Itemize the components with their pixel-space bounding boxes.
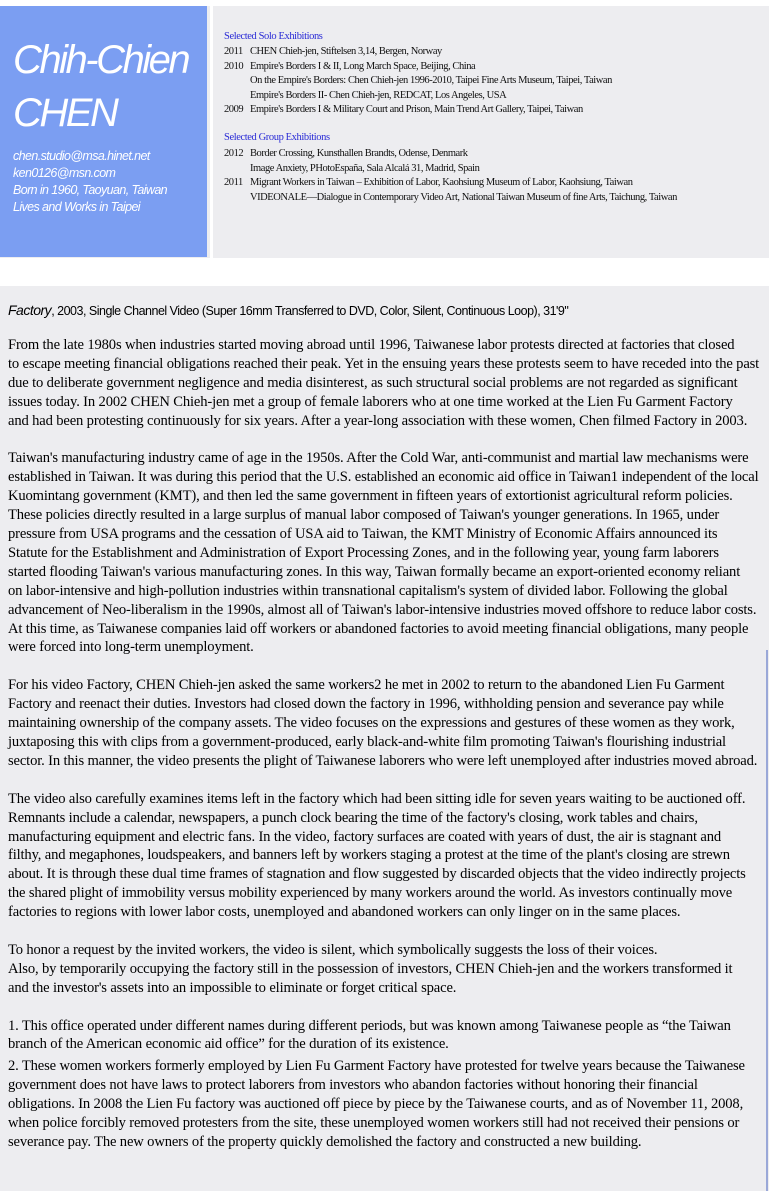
right-divider (766, 650, 768, 1191)
group-row (224, 147, 677, 162)
solo-row (224, 103, 612, 118)
year: 2010 (224, 60, 244, 72)
paragraph: To honor a request by the invited workers, the video is silent, which symbolically suggests the loss of their voices. Also, by temporarily occupying the factory still in the possession of investors, CHEN Chieh-jen and the workers transformed it and the investor's assets into an impossible to eliminate or forget critical space. (8, 941, 733, 996)
exhibition: Empire's Borders II- Chen Chieh-jen, REDCAT, Los Angeles, USA (250, 89, 507, 101)
year (224, 89, 250, 104)
residence-info: Lives and Works in Taipei (13, 200, 140, 214)
group-exhibitions-list (224, 147, 677, 205)
exhibition: CHEN Chieh-jen, Stiftelsen 3,14, Bergen, Norway (250, 46, 442, 57)
footnote-2: 2. These women workers formerly employed by Lien Fu Garment Factory have protested for twelve years because the Taiwanese government does not have laws to protect laborers from investors who abandon factories without honoring their financial obligations. In 2008 the Lien Fu factory was auctioned off piece by piece by the Taiwanese courts, and as of November 11, 2008, when police forcibly removed protesters from the site, these unemployed women workers still had not received their pensions or severance pay. The new owners of the property quickly demolished the factory and constructed a new building. (8, 1058, 745, 1150)
artist-last-name: CHEN (13, 91, 117, 135)
work-name: Factory (8, 302, 52, 318)
essay-body (8, 336, 766, 1155)
birth-info: Born in 1960, Taoyuan, Taiwan (13, 183, 168, 197)
group-row (224, 176, 677, 191)
email-link-2[interactable]: ken0126@msn.com (13, 166, 116, 180)
year (224, 191, 250, 206)
exhibition: On the Empire's Borders: Chen Chieh-jen 1996-2010, Taipei Fine Arts Museum, Taipei, Taiwan (250, 75, 612, 86)
paragraph: For his video Factory, CHEN Chieh-jen asked the same workers2 he met in 2002 to return to the abandoned Lien Fu Garment Factory and reenact their duties. Investors had closed down the factory in 1996, withholding pension and severance pay while maintaining ownership of the company assets. The video focuses on the expressions and gestures of these women as they work, juxtaposing this with clips from a government-produced, early black-and-white film promoting Taiwan's flourishing industrial sector. In this manner, the video presents the plight of Taiwanese laborers who were left unemployed after industries moved abroad. (8, 677, 758, 769)
exhibition: Image Anxiety, PHotoEspaña, Sala Alcalá 31, Madrid, Spain (250, 162, 480, 174)
year: 2011 (224, 46, 243, 57)
year (224, 162, 250, 177)
year: 2011 (224, 177, 243, 188)
exhibition: VIDEONALE—Dialogue in Contemporary Video Art, National Taiwan Museum of fine Arts, Taichung, Taiwan (250, 191, 677, 203)
exhibition: Empire's Borders I & Military Court and Prison, Main Trend Art Gallery, Taipei, Taiwan (250, 104, 583, 115)
year: 2009 (224, 104, 244, 115)
paragraph: The video also carefully examines items left in the factory which had been sitting idle for seven years waiting to be auctioned off. Remnants include a calendar, newspapers, a punch clock bearing the time of the factory's closing, work tables and chairs, manufacturing equipment and electric fans. In the video, factory surfaces are coated with years of dust, the air is stagnant and filthy, and megaphones, loudspeakers, and banners left by workers staging a protest at the time of the plant's closing are strewn about. It is through these dual time frames of stagnation and flow suggested by discarded objects that the video indirectly projects the shared plight of immobility versus mobility experienced by many workers around the world. As investors continually move factories to regions with lower labor costs, unemployed and abandoned workers can only linger on in the same places. (8, 790, 746, 921)
exhibition: Empire's Borders I & II, Long March Space, Beijing, China (250, 60, 476, 72)
artist-name-panel (0, 6, 207, 257)
solo-row (224, 89, 612, 104)
solo-row (224, 74, 612, 89)
solo-row (224, 60, 612, 75)
solo-exhibitions-heading: Selected Solo Exhibitions (224, 31, 323, 42)
solo-exhibitions-list (224, 45, 612, 118)
footnote-1: 1. This office operated under different names during different periods, but was known among Taiwanese people as “the Taiwan branch of the American economic aid office” for the duration of its existence. (8, 1017, 731, 1053)
email-link-1[interactable]: chen.studio@msa.hinet.net (13, 149, 150, 163)
year (224, 74, 250, 89)
work-details: , 2003, Single Channel Video (Super 16mm Transferred to DVD, Color, Silent, Continuous Loop), 31'9" (51, 304, 569, 318)
year: 2012 (224, 148, 244, 159)
exhibitions-panel (210, 6, 769, 258)
paragraph: Taiwan's manufacturing industry came of age in the 1950s. After the Cold War, anti-communist and martial law mechanisms were established in Taiwan. It was during this period that the U.S. established an economic aid office in Taiwan1 independent of the local Kuomintang government (KMT), and then led the same government in fifteen years of extortionist agricultural reform policies. These policies directly resulted in a large surplus of manual labor composed of Taiwan's younger generations. In 1965, under pressure from USA programs and the cessation of USA aid to Taiwan, the KMT Ministry of Economic Affairs announced its Statute for the Establishment and Administration of Export Processing Zones, and in the following year, young farm laborers started flooding Taiwan's various manufacturing zones. In this way, Taiwan formally became an export-oriented economy reliant on labor-intensive and high-pollution industries within transnational capitalism's system of divided labor. Following the global advancement of Neo-liberalism in the 1990s, almost all of Taiwan's labor-intensive industries moved offshore to reduce labor costs. At this time, as Taiwanese companies laid off workers or abandoned factories to avoid meeting financial obligations, many people were forced into long-term unemployment. (8, 450, 759, 656)
paragraph: From the late 1980s when industries started moving abroad until 1996, Taiwanese labor protests directed at factories that closed to escape meeting financial obligations reached their peak. Yet in the ensuing years these protests seem to have receded into the past due to deliberate government negligence and media disinterest, as such structural social problems are not regarded as significant issues today. In 2002 CHEN Chieh-jen met a group of female laborers who at one time worked at the Lien Fu Garment Factory and had been protesting continuously for six years. After a year-long association with these women, Chen filmed Factory in 2003. (8, 337, 760, 429)
exhibition: Migrant Workers in Taiwan – Exhibition of Labor, Kaohsiung Museum of Labor, Kaohsiung, Taiwan (250, 177, 633, 188)
group-row (224, 162, 677, 177)
solo-row (224, 45, 612, 60)
work-title (8, 302, 568, 318)
artist-contact (13, 148, 167, 216)
exhibition: Border Crossing, Kunsthallen Brandts, Odense, Denmark (250, 148, 468, 159)
group-exhibitions-heading: Selected Group Exhibitions (224, 132, 330, 143)
artist-first-name: Chih-Chien (13, 38, 189, 82)
group-row (224, 191, 677, 206)
